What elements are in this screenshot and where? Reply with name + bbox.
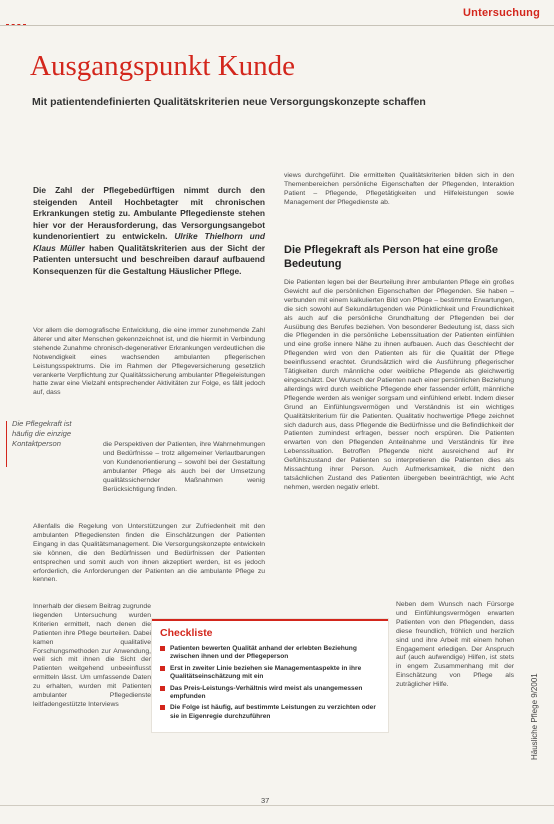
body-paragraph-col1-b: die Perspektiven der Patienten, ihre Wahrnehmungen und Bedürfnisse – trotz allgemeiner Verlautbarungen von Kundenorientierung – sowohl bei der Gestaltung ambulanter Pflege als auch bei der Umsetzung qualitätssichernder Maßnahmen wenig Berücksichtigung finden. [103,441,265,493]
checklist-box [152,619,388,732]
lead-text: Die Zahl der Pflegebedürftigen nimmt durch den steigenden Anteil Hochbetagter mit chronischen Erkrankungen stetig zu. Ambulante Pflegedienste stehen hier vor der Herausforderung, das Versorgungsangebot kundenorientiert zu entwickeln. [33,185,265,241]
square-bullet-icon [160,646,165,651]
checklist-item [160,665,382,682]
body-paragraph-col2-b: Neben dem Wunsch nach Fürsorge und Einfühlungsvermögen erwarten Patienten von den Pflegenden, dass diese freundlich, fröhlich und herzlich sind und ihre Arbeit mit einem hohen Engagement erledigen. Der Anspruch auf (auch aufwendige) Hilfen, ist stets in engem Zusammenhang mit der Einschätzung von Pflege als zuträglicher Hilfe. [396,601,514,689]
section-heading: Die Pflegekraft als Person hat eine große Bedeutung [284,244,498,270]
article-title: Ausgangspunkt Kunde [30,50,296,82]
margin-note-rule [6,421,7,467]
section-rubric: Untersuchung [463,7,540,19]
journal-issue-caption: Häusliche Pflege 9/2001 [530,673,539,760]
checklist-item-text: Das Preis-Leistungs-Verhältnis wird meist als unangemessen empfunden [170,684,363,701]
square-bullet-icon [160,686,165,691]
body-paragraph-col1-d: Innerhalb der diesem Beitrag zugrunde liegenden Untersuchung wurden Kriterien ermittelt, nach denen die Patienten ihre Pflege beurteilen. Dabei kamen qualitative Forschungsmethoden zur Anwendung, weil sich mit ihnen die Sicht der Patienten weitgehend unbeeinflusst ermitteln lässt. Um umfassende Daten zu erhalten, wurden mit Patienten ambulanter Pflegedienste leitfadengestützte Interviews [33,603,151,708]
lead-authors: Ulrike Thielhorn und Klaus Müller [33,231,265,253]
square-bullet-icon [160,666,165,671]
body-paragraph-col2-a: Die Patienten legen bei der Beurteilung ihrer ambulanten Pflege ein großes Gewicht auf die persönlichen Eigenschaften der Pflegenden. Sie haben – verbunden mit einem kalkulierten Bild von Pflege – bestimmte Erwartungen, die sich sowohl auf Sekundärtugenden wie Pünktlichkeit und Freundlichkeit als auch auf die persönliche Grundhaltung der Pflegenden bei der Ausübung des Berufes beziehen. Von besonderer Bedeutung ist, dass sich die Pflegenden in die persönliche Lebenssituation der Patienten einfühlen und eine große innere Nähe zu ihnen aufbauen. Auch das Geschlecht der Pflegenden wird von den Patienten als für die Qualität der Pflege beeinflussend erachtet. Grundsätzlich wird die Ausführung pflegerischer Tätigkeiten durch männliche oder weibliche Pflegende als gleichwertig eingeschätzt. Der Wunsch der Patienten nach einer persönlichen Beziehung allerdings wird durch weibliche Pflegende eher fassender erfüllt, männliche Pflegende werden als weniger sorgsam und einfühlend erlebt. Indem dieser Grund an Einfühlungsvermögen und Verständnis ist ein wichtiges Qualitätskriterium für die Patienten. Qualitativ hochwertige Pflege zeichnet sich dadurch aus, dass Pflegende die Bedürfnisse und die Befindlichkeit der Patienten zumindest erfragen, besser noch erspüren. Die Patienten erwarten von den Pflegenden Anteilnahme und Verständnis für ihre Lebenssituation. Betroffen Pflegende nicht ausreichend auf ihr Gefühlszustand der Patienten so interpretieren die Patienten dies als Missachtung ihrer Person. Auch Aufmerksamkeit, die nicht den tatsächlichen Zustand des Patienten übergeben beeinträchtigt, wie Acht nehmen, werden negativ erlebt. [284,279,514,491]
checklist-item-text: Patienten bewerten Qualität anhand der erlebten Beziehung zwischen ihnen und der Pflegeperson [170,645,357,661]
body-paragraph-col1-a: Vor allem die demografische Entwicklung, die eine immer zunehmende Zahl älterer und alter Menschen gekennzeichnet ist, und die hiermit in Verbindung stehende Zunahme chronisch-degenerativer Erkrankungen verdeutlichen die Notwendigkeit eines wachsenden ambulanten pflegerischen Leistungsspektrums. Die im Rahmen der Pflegeversicherung gesetzlich verankerte Verpflichtung zur Qualitätssicherung ambulanter Pflegeleistungen hatte zwar eine Vielzahl entsprechender Aktivitäten zur Folge, es fällt jedoch auf, dass [33,327,265,397]
header-dash-decoration [6,24,26,25]
article-lead [33,185,265,277]
square-bullet-icon [160,705,165,710]
lead-text-continued: haben Qualitätskriterien aus der Sicht der Patienten untersucht und beschreiben darauf aufbauend Konsequenzen für die Gestaltung Häuslicher Pflege. [33,242,266,276]
margin-note: Die Pflegekraft ist häufig die einzige Kontaktperson [12,419,72,448]
footer-rule [0,805,554,806]
checklist-item [160,685,382,702]
header-rule [0,25,554,26]
article-subtitle: Mit patientendefinierten Qualitätskriterien neue Versorgungskonzepte schaffen [32,96,426,108]
body-paragraph-col1-c: Allenfalls die Regelung von Unterstützungen zur Zufriedenheit mit den ambulanten Pflegediensten finden die Einschätzungen der Patienten Eingang in das Qualitätsmanagement. Die Versorgungskonzepte entwickeln sie können, die den Bedürfnissen und Bedürfnissen der Patienten entsprechen und somit auch von ihnen akzeptiert werden, ist es jedoch erforderlich, die Anforderungen der Patienten an die ambulante Pflege zu kennen. [33,523,265,584]
checklist-item [160,704,382,721]
checklist-item-text: Erst in zweiter Linie beziehen sie Managementaspekte in ihre Qualitätseinschätzung mit ein [170,664,362,681]
checklist-title: Checkliste [160,627,213,639]
checklist-list [160,645,382,724]
checklist-item-text: Die Folge ist häufig, auf bestimmte Leistungen zu verzichten oder sie in Eigenregie durchzuführen [170,704,376,720]
page-number: 37 [261,796,270,805]
body-paragraph-col2-top: views durchgeführt. Die ermittelten Qualitätskriterien bilden sich in den Themenbereichen persönliche Eigenschaften der Pflegenden, Interaktion Patient – Pflegende, Pflegetätigkeiten und Hilfeleistungen sowie Management der Pflegedienste ab. [284,172,514,206]
checklist-item [160,645,382,662]
